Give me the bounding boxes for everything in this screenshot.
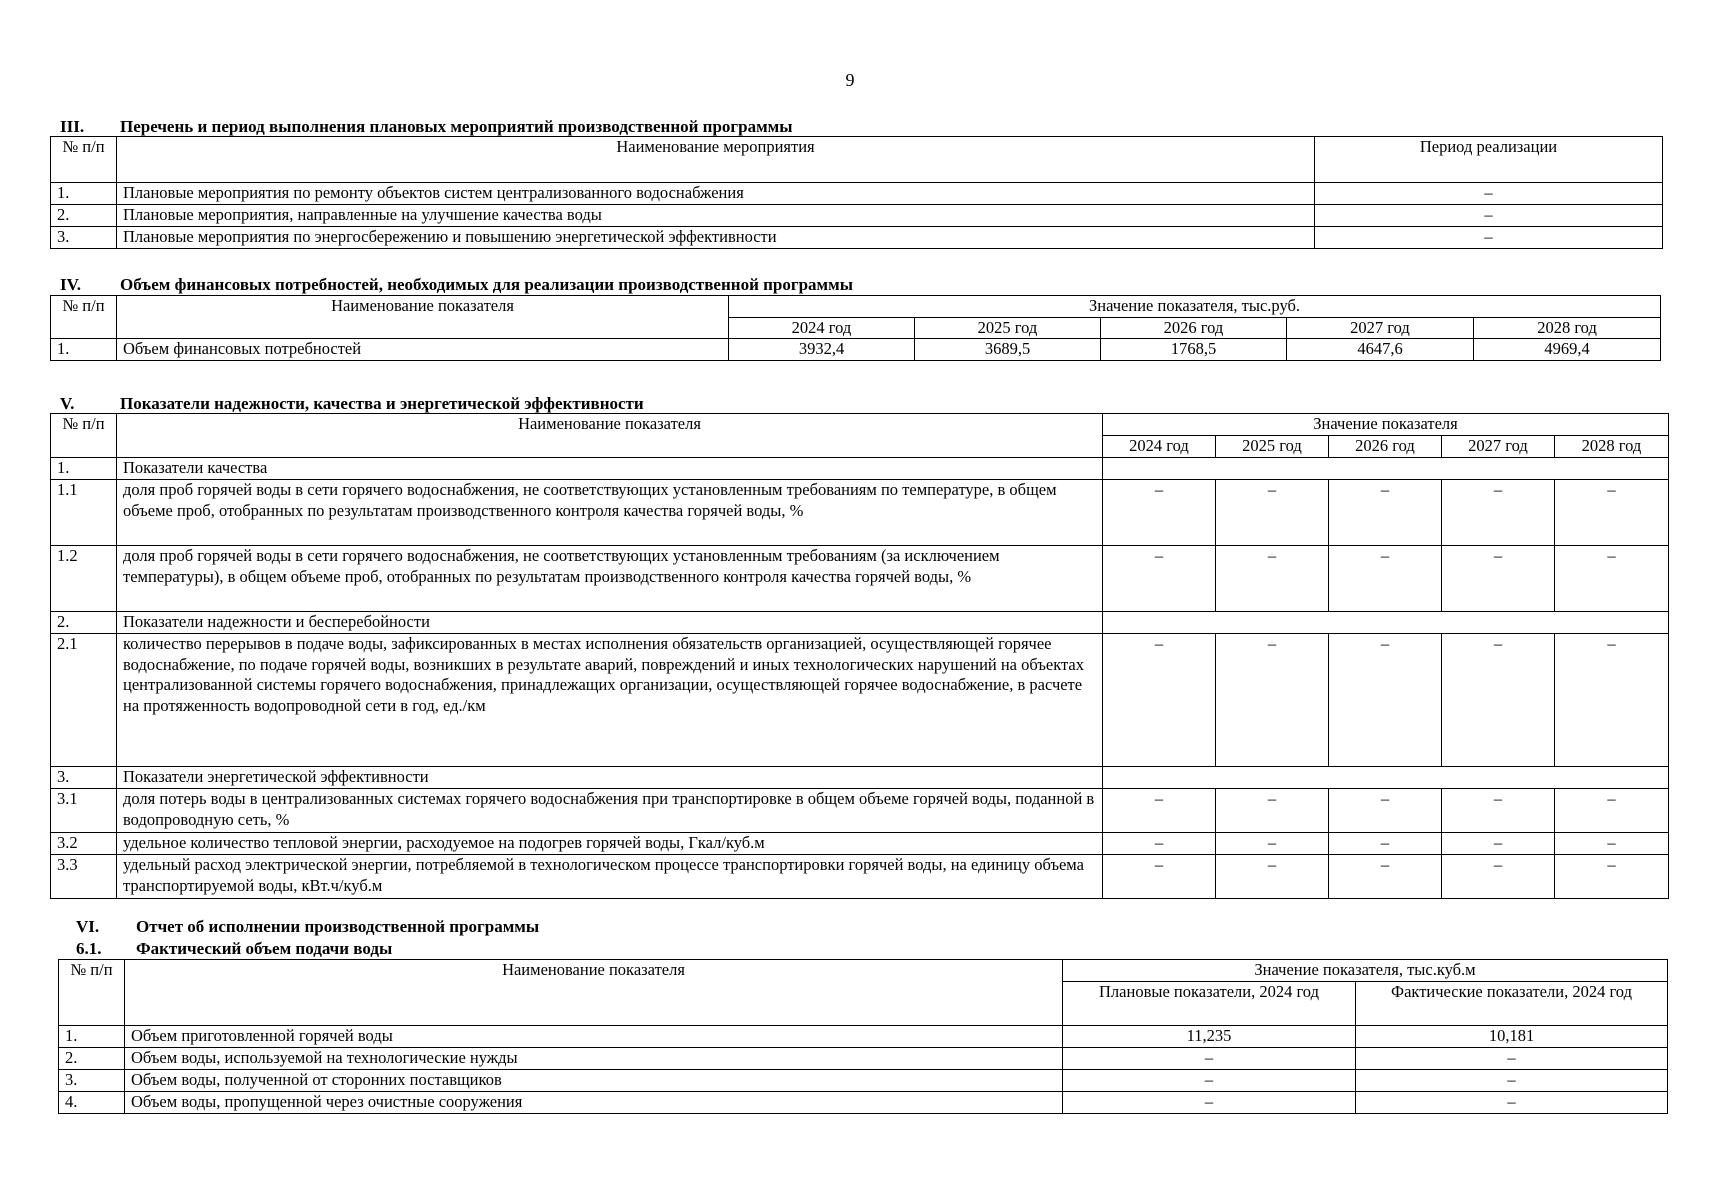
row-value: – (1103, 855, 1216, 899)
row-value: – (1555, 480, 1669, 546)
row-value: – (1329, 855, 1442, 899)
header-fact: Фактические показатели, 2024 год (1356, 982, 1668, 1026)
row-fact: – (1356, 1092, 1668, 1114)
header-year: 2028 год (1555, 436, 1669, 458)
row-no: 1. (51, 183, 117, 205)
header-value: Значение показателя, тыс.куб.м (1063, 960, 1668, 982)
header-year: 2026 год (1329, 436, 1442, 458)
table-row (51, 789, 1669, 833)
row-name: Показатели надежности и бесперебойности (117, 612, 1103, 634)
header-period: Период реализации (1315, 137, 1663, 183)
row-no: 3.2 (51, 833, 117, 855)
table-row (59, 1070, 1668, 1092)
table-row (51, 634, 1669, 767)
row-no: 2. (51, 205, 117, 227)
row-value: – (1555, 855, 1669, 899)
header-no-continuation (51, 436, 117, 458)
table-row (51, 546, 1669, 612)
header-name-continuation (125, 982, 1063, 1026)
section-3-table (50, 136, 1663, 249)
row-value: – (1555, 634, 1669, 767)
row-value: 3932,4 (729, 339, 915, 361)
section-6-1-heading: Фактический объем подачи воды (136, 939, 393, 958)
row-no: 3. (51, 767, 117, 789)
section-4-table (50, 295, 1661, 361)
row-fact: – (1356, 1070, 1668, 1092)
row-value: – (1103, 634, 1216, 767)
header-year: 2028 год (1474, 317, 1661, 339)
section-5-number: V. (60, 394, 75, 413)
row-name: доля проб горячей воды в сети горячего водоснабжения, не соответствующих установленным требованиям (за исключением температуры), в общем объеме проб, отобранных по результатам производственного контроля качества горячей воды, % (117, 546, 1103, 612)
group-values-empty (1103, 612, 1669, 634)
section-6-1-number: 6.1. (76, 939, 102, 958)
section-6-1-title (76, 939, 392, 959)
row-name: удельный расход электрической энергии, потребляемой в технологическом процессе транспортировки горячей воды, на единицу объема транспортируемой воды, кВт.ч/куб.м (117, 855, 1103, 899)
row-value: – (1442, 855, 1555, 899)
row-name: Плановые мероприятия, направленные на улучшение качества воды (117, 205, 1315, 227)
row-name: Объем воды, используемой на технологические нужды (125, 1048, 1063, 1070)
header-year: 2027 год (1287, 317, 1474, 339)
row-name: Объем приготовленной горячей воды (125, 1026, 1063, 1048)
row-no: 2. (59, 1048, 125, 1070)
row-no: 4. (59, 1092, 125, 1114)
row-value: – (1555, 789, 1669, 833)
section-3-heading: Перечень и период выполнения плановых мероприятий производственной программы (120, 117, 793, 136)
header-year: 2024 год (729, 317, 915, 339)
header-year: 2027 год (1442, 436, 1555, 458)
table-row (51, 833, 1669, 855)
row-no: 2. (51, 612, 117, 634)
row-period: – (1315, 227, 1663, 249)
group-row (51, 458, 1669, 480)
row-fact: 10,181 (1356, 1026, 1668, 1048)
header-value: Значение показателя (1103, 414, 1669, 436)
row-name: Плановые мероприятия по энергосбережению и повышению энергетической эффективности (117, 227, 1315, 249)
header-name: Наименование показателя (117, 414, 1103, 436)
row-plan: – (1063, 1092, 1356, 1114)
row-no: 1.1 (51, 480, 117, 546)
header-year: 2026 год (1101, 317, 1287, 339)
row-value: – (1442, 480, 1555, 546)
row-no: 1. (51, 339, 117, 361)
row-value: – (1329, 480, 1442, 546)
header-name-continuation (117, 317, 729, 339)
row-value: – (1103, 833, 1216, 855)
row-value: – (1103, 480, 1216, 546)
section-5-heading: Показатели надежности, качества и энергетической эффективности (120, 394, 644, 413)
row-value: – (1329, 634, 1442, 767)
row-name: Объем воды, пропущенной через очистные сооружения (125, 1092, 1063, 1114)
table-row (51, 855, 1669, 899)
row-fact: – (1356, 1048, 1668, 1070)
row-name: Показатели качества (117, 458, 1103, 480)
row-plan: 11,235 (1063, 1026, 1356, 1048)
header-name: Наименование мероприятия (117, 137, 1315, 183)
row-no: 3.1 (51, 789, 117, 833)
group-values-empty (1103, 458, 1669, 480)
row-value: – (1442, 546, 1555, 612)
row-value: – (1216, 546, 1329, 612)
section-3-number: III. (60, 117, 85, 136)
row-value: – (1103, 546, 1216, 612)
row-value: – (1216, 789, 1329, 833)
row-value: – (1329, 833, 1442, 855)
header-plan: Плановые показатели, 2024 год (1063, 982, 1356, 1026)
table-row (51, 480, 1669, 546)
row-value: – (1216, 833, 1329, 855)
row-value: – (1329, 546, 1442, 612)
row-value: 4969,4 (1474, 339, 1661, 361)
header-name: Наименование показателя (125, 960, 1063, 982)
page-number: 9 (845, 70, 855, 90)
row-value: 3689,5 (915, 339, 1101, 361)
row-value: – (1555, 546, 1669, 612)
table-row (59, 1092, 1668, 1114)
row-name: доля проб горячей воды в сети горячего водоснабжения, не соответствующих установленным требованиям по температуре, в общем объеме проб, отобранных по результатам производственного контроля качества горячей воды, % (117, 480, 1103, 546)
section-4-number: IV. (60, 275, 81, 294)
row-name: Показатели энергетической эффективности (117, 767, 1103, 789)
section-6-number: VI. (76, 917, 100, 936)
header-no: № п/п (59, 960, 125, 982)
section-4-heading: Объем финансовых потребностей, необходимых для реализации производственной программы (120, 275, 853, 294)
row-no: 3. (51, 227, 117, 249)
row-value: – (1555, 833, 1669, 855)
header-no: № п/п (51, 137, 117, 183)
group-row (51, 612, 1669, 634)
row-value: – (1442, 789, 1555, 833)
row-no: 3. (59, 1070, 125, 1092)
section-6-heading: Отчет об исполнении производственной программы (136, 917, 540, 936)
row-no: 1.2 (51, 546, 117, 612)
section-4-title (60, 275, 853, 295)
group-row (51, 767, 1669, 789)
row-no: 3.3 (51, 855, 117, 899)
row-name: Плановые мероприятия по ремонту объектов систем централизованного водоснабжения (117, 183, 1315, 205)
section-5-table (50, 413, 1669, 899)
section-3-title (60, 117, 793, 137)
row-value: – (1216, 855, 1329, 899)
row-no: 1. (59, 1026, 125, 1048)
header-no-continuation (59, 982, 125, 1026)
header-no-continuation (51, 317, 117, 339)
group-values-empty (1103, 767, 1669, 789)
table-row (51, 183, 1663, 205)
table-row (59, 1048, 1668, 1070)
header-year: 2025 год (1216, 436, 1329, 458)
section-5-title (60, 394, 644, 414)
row-name: Объем финансовых потребностей (117, 339, 729, 361)
row-plan: – (1063, 1070, 1356, 1092)
header-year: 2024 год (1103, 436, 1216, 458)
section-6-table (58, 959, 1668, 1114)
row-value: 4647,6 (1287, 339, 1474, 361)
row-value: – (1329, 789, 1442, 833)
row-no: 2.1 (51, 634, 117, 767)
header-year: 2025 год (915, 317, 1101, 339)
header-no: № п/п (51, 414, 117, 436)
section-6-title (76, 917, 539, 937)
table-row (51, 339, 1661, 361)
header-no: № п/п (51, 296, 117, 318)
row-value: 1768,5 (1101, 339, 1287, 361)
header-value: Значение показателя, тыс.руб. (729, 296, 1661, 318)
row-value: – (1216, 634, 1329, 767)
header-name: Наименование показателя (117, 296, 729, 318)
header-name-continuation (117, 436, 1103, 458)
row-value: – (1216, 480, 1329, 546)
row-value: – (1103, 789, 1216, 833)
table-row (59, 1026, 1668, 1048)
row-name: Объем воды, полученной от сторонних поставщиков (125, 1070, 1063, 1092)
row-name: удельное количество тепловой энергии, расходуемое на подогрев горячей воды, Гкал/куб.м (117, 833, 1103, 855)
row-plan: – (1063, 1048, 1356, 1070)
table-row (51, 205, 1663, 227)
row-name: доля потерь воды в централизованных системах горячего водоснабжения при транспортировке в общем объеме горячей воды, поданной в водопроводную сеть, % (117, 789, 1103, 833)
row-value: – (1442, 634, 1555, 767)
table-row (51, 227, 1663, 249)
row-period: – (1315, 205, 1663, 227)
row-name: количество перерывов в подаче воды, зафиксированных в местах исполнения обязательств организацией, осуществляющей горячее водоснабжение, по подаче горячей воды, возникших в результате аварий, повреждений и иных технологических нарушений на объектах централизованной системы горячего водоснабжения, принадлежащих организации, осуществляющей горячее водоснабжение, в расчете на протяженность водопроводной сети в год, ед./км (117, 634, 1103, 767)
row-value: – (1442, 833, 1555, 855)
row-no: 1. (51, 458, 117, 480)
row-period: – (1315, 183, 1663, 205)
